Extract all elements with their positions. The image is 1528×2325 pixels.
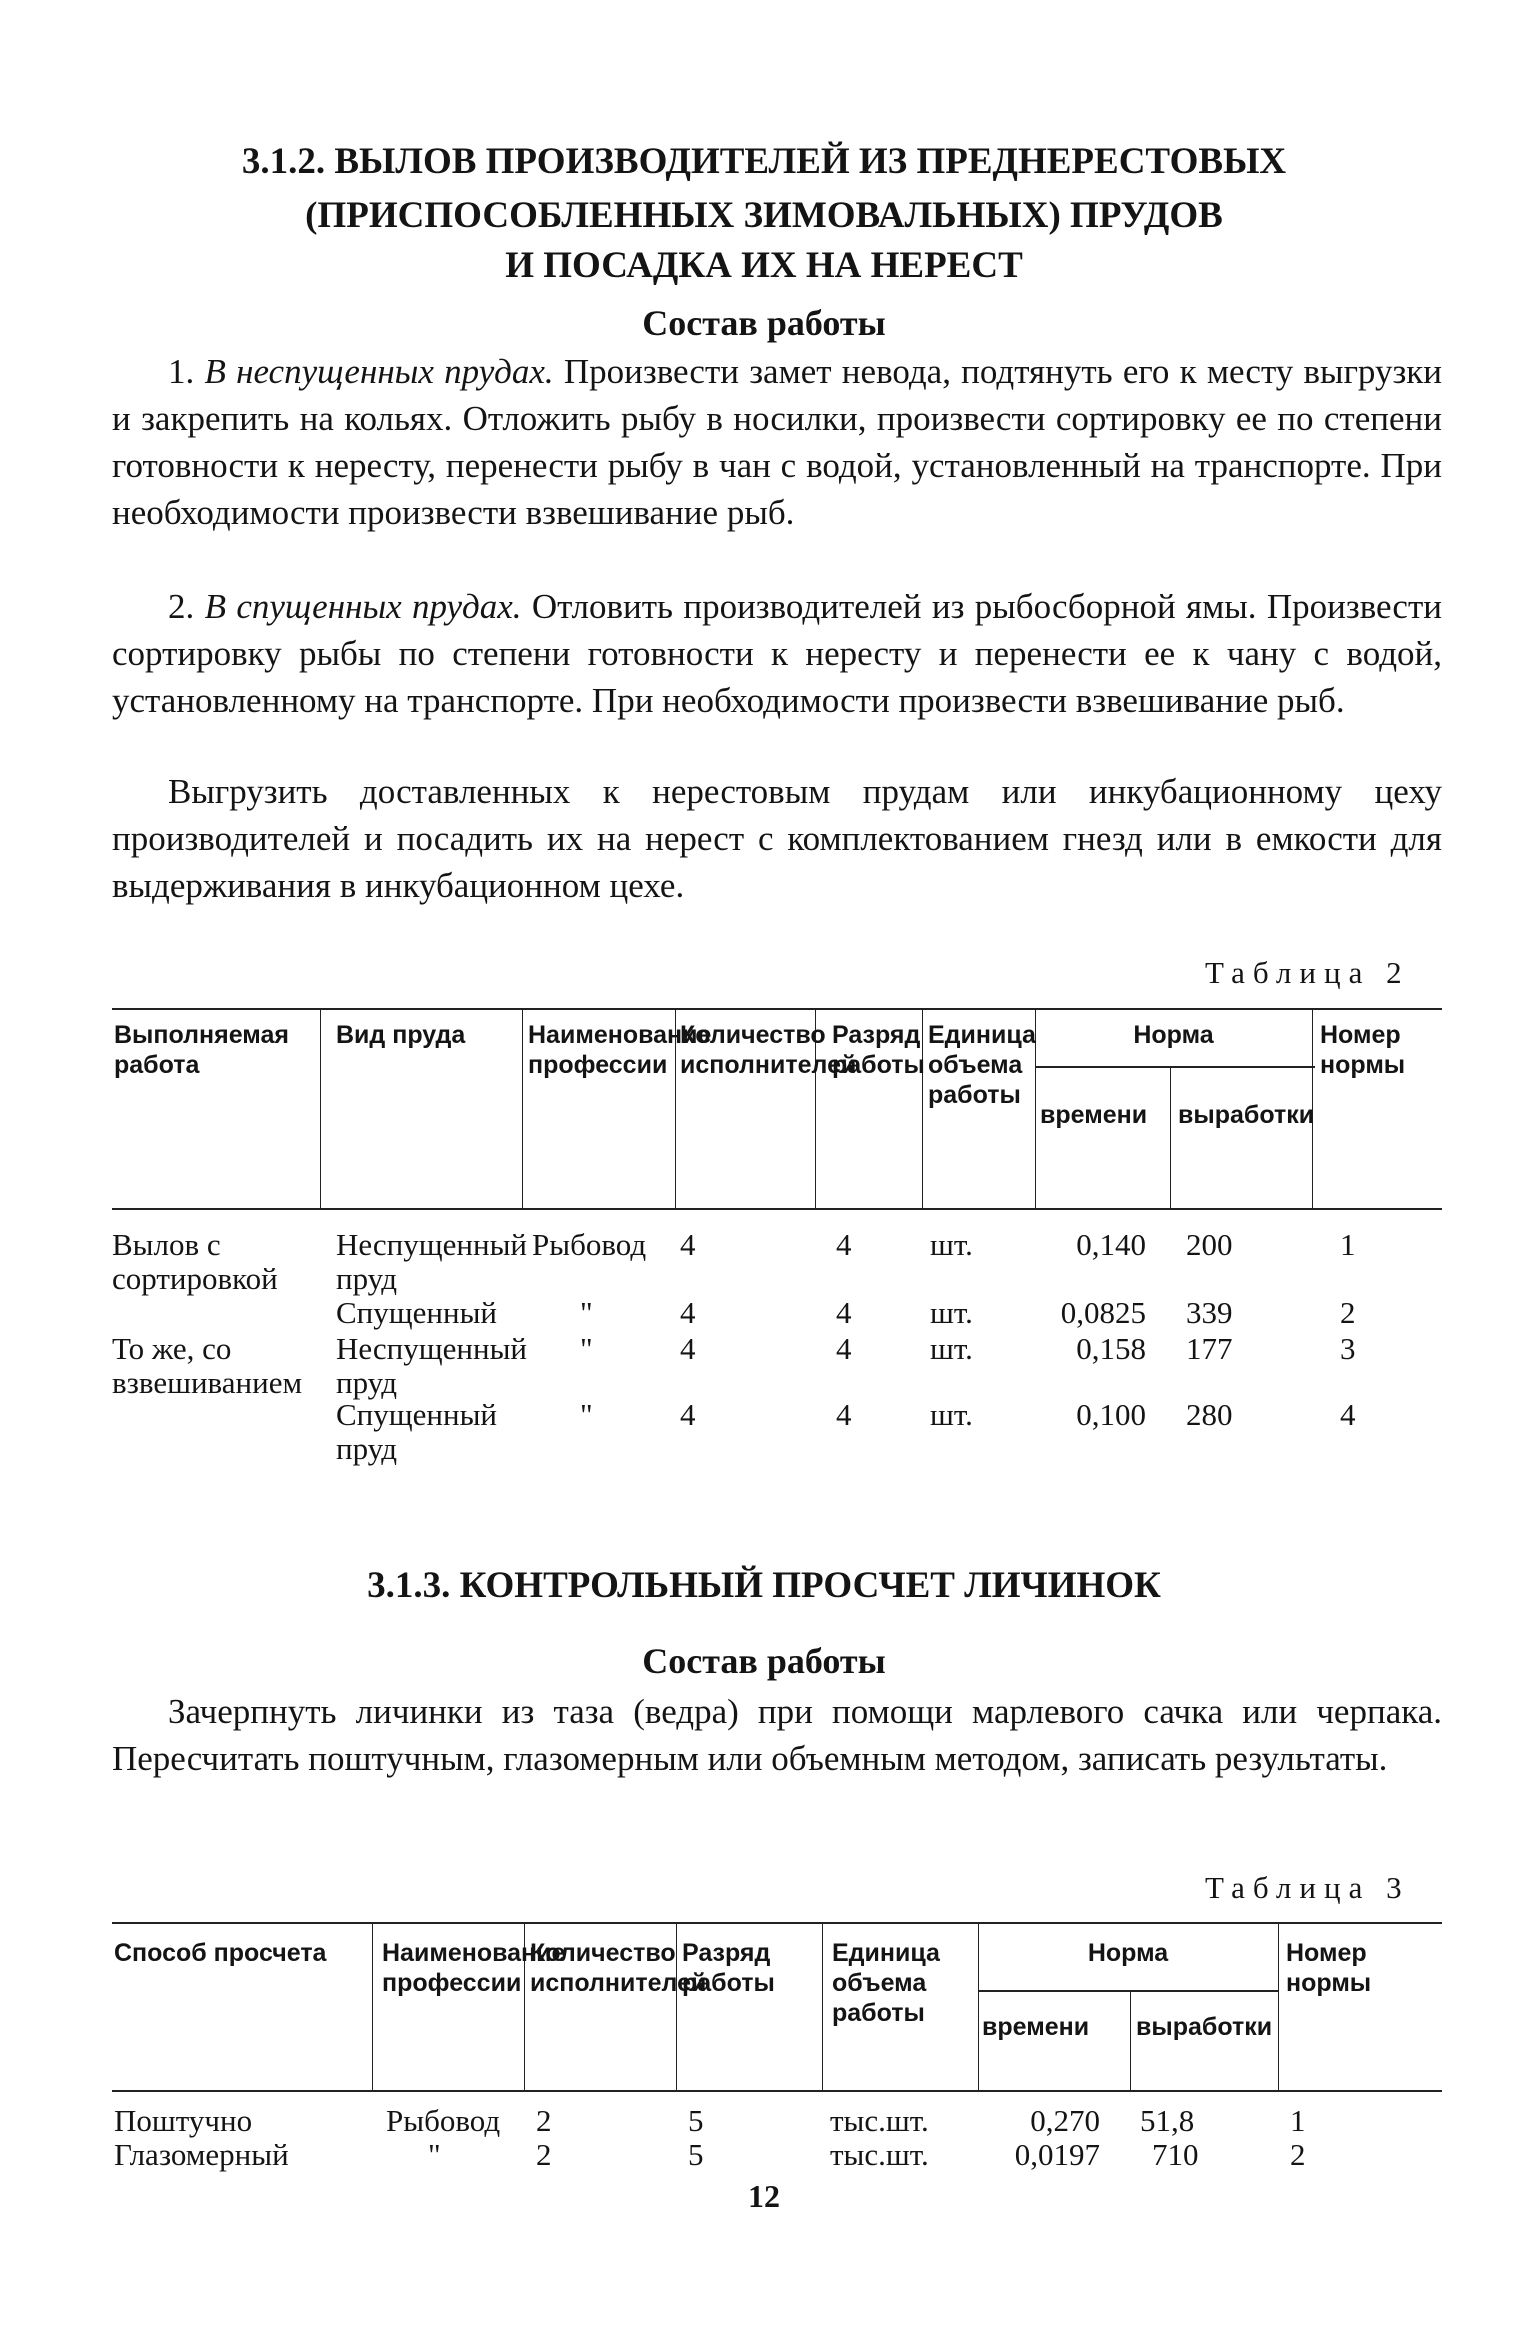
table-2-header-rule (112, 1208, 1442, 1210)
section-312-work-heading: Состав работы (642, 303, 886, 343)
table-2-header-unit: Единица объема работы (928, 1021, 1036, 1109)
table-3-header-count: Количество исполнителей (530, 1939, 707, 1997)
table-2-row-3-profession: " (580, 1331, 593, 1366)
table-2-row-3-count: 4 (680, 1331, 696, 1366)
table-3-row-1-method: Поштучно (114, 2103, 253, 2138)
table-3-row-2-count: 2 (536, 2137, 552, 2172)
table-2-row-4-number: 4 (1340, 1397, 1356, 1432)
paragraph-1 (112, 348, 1442, 536)
table-3-vline (676, 1922, 677, 2090)
table-3-header-profession: Наименование профессии (382, 1939, 566, 1997)
table-3-row-2-method: Глазомерный (114, 2137, 289, 2172)
table-2-header-profession: Наименование профессии (528, 1021, 712, 1079)
table-2-header-work: Выполняемая работа (114, 1021, 289, 1079)
table-2-header-time: времени (1040, 1101, 1148, 1129)
table-2-row-3-grade: 4 (836, 1331, 852, 1366)
section-313-paragraph (112, 1688, 1442, 1782)
section-313-text: Зачерпнуть личинки из таза (ведра) при помощи марлевого сачка или черпака. Пересчитать поштучным, глазомерным или объемным методом, записать результаты. (112, 1692, 1442, 1778)
paragraph-2-number: 2. (168, 587, 195, 626)
table-2-row-4-unit: шт. (930, 1397, 973, 1432)
table-2-row-3-output: 177 (1186, 1331, 1233, 1366)
section-312-title-line-2: (ПРИСПОСОБЛЕННЫХ ЗИМОВАЛЬНЫХ) ПРУДОВ (305, 195, 1223, 236)
table-3-header-method: Способ просчета (114, 1939, 327, 1967)
table-2-vline (522, 1008, 523, 1208)
table-2-row-1-work: Вылов с сортировкой (112, 1227, 278, 1296)
table-2-row-4-count: 4 (680, 1397, 696, 1432)
table-2-row-2-count: 4 (680, 1295, 696, 1330)
table-2-row-4-grade: 4 (836, 1397, 852, 1432)
table-3-row-1-number: 1 (1290, 2103, 1306, 2138)
paragraph-2-italic: В спущенных прудах. (204, 587, 522, 626)
table-2-vline (1170, 1066, 1171, 1208)
table-2-row-2-grade: 4 (836, 1295, 852, 1330)
table-2-row-1-number: 1 (1340, 1227, 1356, 1262)
table-2-row-4-time: 0,100 (1076, 1397, 1146, 1432)
table-2-row-2-time: 0,0825 (1060, 1295, 1146, 1330)
table-2-caption: Таблица 2 (1205, 955, 1410, 990)
paragraph-3 (112, 768, 1442, 909)
table-3-header-output: выработки (1136, 2013, 1273, 2041)
table-3-row-1-time: 0,270 (1030, 2103, 1100, 2138)
paragraph-3-text: Выгрузить доставленных к нерестовым прудам или инкубационному цеху производителей и посадить их на нерест с комплектованием гнезд или в емкости для выдерживания в инкубационном цехе. (112, 772, 1442, 905)
table-2-header-pond: Вид пруда (336, 1021, 466, 1049)
table-3-header-time: времени (982, 2013, 1090, 2041)
table-2-row-4-pond: Спущенный пруд (336, 1397, 497, 1466)
table-2-row-2-profession: " (580, 1295, 593, 1330)
table-2-row-2-number: 2 (1340, 1295, 1356, 1330)
table-3-row-2-grade: 5 (688, 2137, 704, 2172)
paragraph-1-text: Произвести замет невода, подтянуть его к месту выгрузки и закрепить на кольях. Отложить рыбу в носилки, произвести сортировку ее по степени готовности к нересту, перенести рыбу в чан с водой, установленный на транспорте. При необходимости произвести взвешивание рыб. (112, 352, 1443, 532)
table-2-row-3-work: То же, со взвешиванием (112, 1331, 303, 1400)
section-313-title: 3.1.3. КОНТРОЛЬНЫЙ ПРОСЧЕТ ЛИЧИНОК (367, 1565, 1161, 1606)
table-2-row-2-pond: Спущенный (336, 1295, 497, 1330)
table-2-header-grade: Разряд работы (832, 1021, 925, 1079)
table-2-norm-rule (1035, 1066, 1315, 1068)
section-312-title-line-1: 3.1.2. ВЫЛОВ ПРОИЗВОДИТЕЛЕЙ ИЗ ПРЕДНЕРЕСТОВЫХ (241, 141, 1287, 182)
table-2-row-1-time: 0,140 (1076, 1227, 1146, 1262)
table-3-row-1-count: 2 (536, 2103, 552, 2138)
table-3-header-unit: Единица объема работы (832, 1939, 940, 2027)
table-2-header-number: Номер нормы (1320, 1021, 1406, 1079)
table-2-row-3-time: 0,158 (1076, 1331, 1146, 1366)
table-3-row-1-output: 51,8 (1140, 2103, 1195, 2138)
table-3-row-1-grade: 5 (688, 2103, 704, 2138)
table-2-row-2-output: 339 (1186, 1295, 1233, 1330)
section-312-title-line-3: И ПОСАДКА ИХ НА НЕРЕСТ (505, 245, 1023, 286)
table-3-vline (1278, 1922, 1279, 2090)
section-313-work-heading: Состав работы (642, 1641, 886, 1681)
table-2-row-3-unit: шт. (930, 1331, 973, 1366)
table-2-row-4-output: 280 (1186, 1397, 1233, 1432)
table-3-vline (1130, 1990, 1131, 2090)
table-2-row-2-unit: шт. (930, 1295, 973, 1330)
paragraph-2-text: Отловить производителей из рыбосборной ямы. Произвести сортировку рыбы по степени готовности к нересту и перенести ее к чану с водой, установленному на транспорте. При необходимости произвести взвешивание рыб. (112, 587, 1442, 720)
table-3-header-number: Номер нормы (1286, 1939, 1372, 1997)
table-3-caption: Таблица 3 (1205, 1870, 1410, 1905)
table-2-row-3-pond: Неспущенный пруд (336, 1331, 527, 1400)
table-3-header-rule (112, 2090, 1442, 2092)
table-3-header-norm: Норма (1087, 1939, 1169, 1967)
table-2-header-output: выработки (1178, 1101, 1315, 1129)
table-2-vline (922, 1008, 923, 1208)
table-2-vline (320, 1008, 321, 1208)
table-2-row-4-profession: " (580, 1397, 593, 1432)
table-3-row-2-profession: " (428, 2137, 441, 2172)
paragraph-2 (112, 583, 1442, 724)
table-3-row-1-unit: тыс.шт. (830, 2103, 929, 2138)
table-2-top-rule (112, 1008, 1442, 1010)
paragraph-1-italic: В неспущенных прудах. (204, 352, 554, 391)
table-3-norm-rule (978, 1990, 1278, 1992)
table-2-row-1-output: 200 (1186, 1227, 1233, 1262)
table-3-row-2-time: 0,0197 (1014, 2137, 1100, 2172)
table-2-row-1-count: 4 (680, 1227, 696, 1262)
table-3-top-rule (112, 1922, 1442, 1924)
table-3-row-2-output: 710 (1152, 2137, 1199, 2172)
table-2-row-1-unit: шт. (930, 1227, 973, 1262)
table-2-row-3-number: 3 (1340, 1331, 1356, 1366)
table-3-vline (372, 1922, 373, 2090)
table-3-row-2-unit: тыс.шт. (830, 2137, 929, 2172)
table-3-row-2-number: 2 (1290, 2137, 1306, 2172)
paragraph-1-number: 1. (168, 352, 195, 391)
table-3-vline (822, 1922, 823, 2090)
table-2-header-count: Количество исполнителей (680, 1021, 857, 1079)
table-3-header-grade: Разряд работы (682, 1939, 775, 1997)
table-2-row-1-profession: Рыбовод (532, 1227, 647, 1262)
table-2-row-1-pond: Неспущенный пруд (336, 1227, 527, 1296)
table-2-header-norm: Норма (1133, 1021, 1214, 1049)
table-2-row-1-grade: 4 (836, 1227, 852, 1262)
page-number: 12 (748, 2178, 780, 2214)
table-3-row-1-profession: Рыбовод (386, 2103, 501, 2138)
